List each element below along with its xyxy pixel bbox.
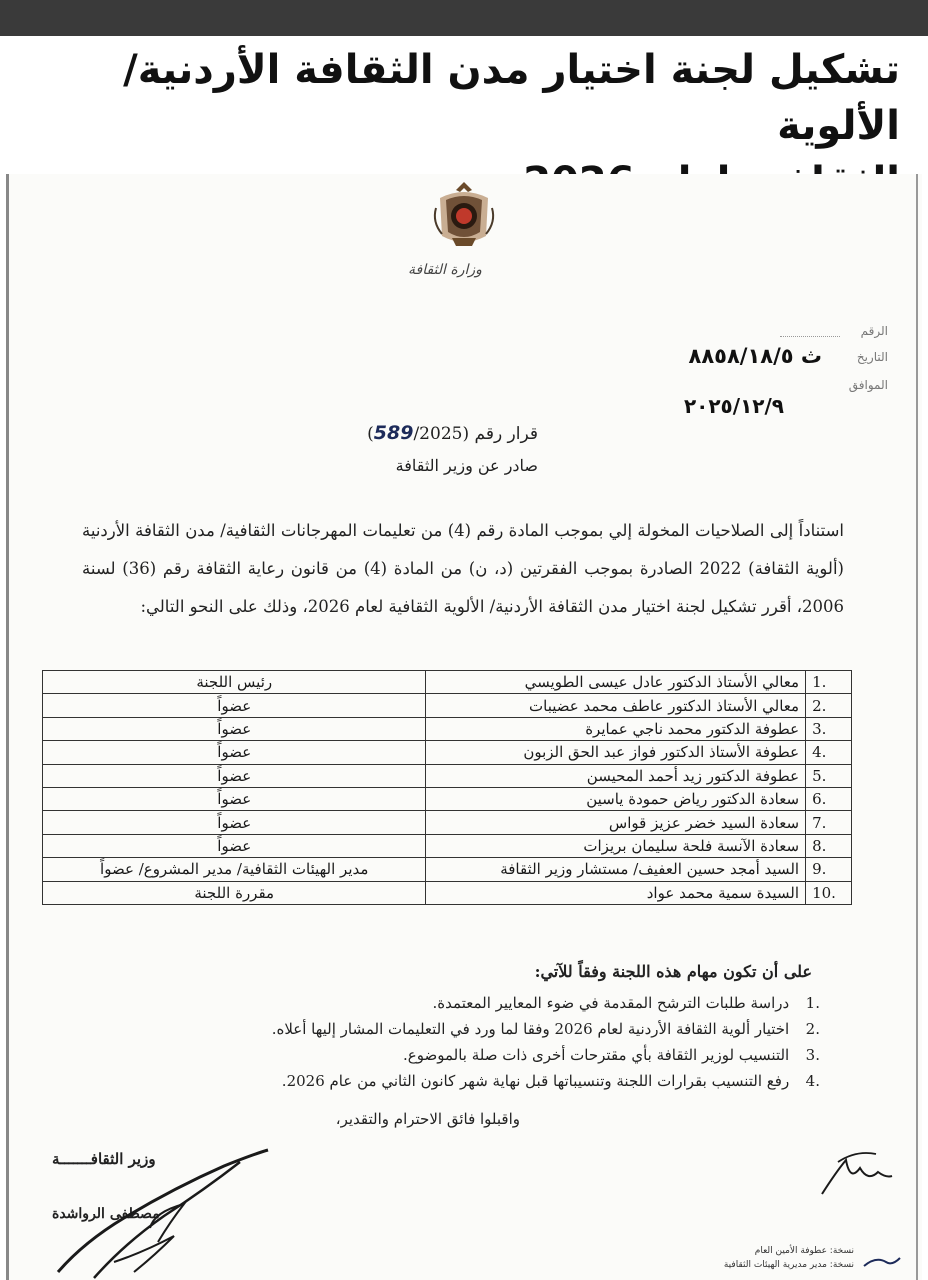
member-name: عطوفة الأستاذ الدكتور فواز عبد الحق الزبون xyxy=(426,741,806,764)
closing-line: واقبلوا فائق الاحترام والتقدير، xyxy=(335,1110,520,1128)
committee-members-table xyxy=(42,670,852,905)
member-name: معالي الأستاذ الدكتور عاطف محمد عضيبات xyxy=(426,694,806,717)
member-name: معالي الأستاذ الدكتور عادل عيسى الطويسي xyxy=(426,671,806,694)
table-row xyxy=(43,741,852,764)
minister-title: وزير الثقافـــــــة xyxy=(52,1150,156,1168)
cc-line-2: نسخة: مدير مديرية الهيئات الثقافية xyxy=(723,1260,854,1270)
task-number: .1 xyxy=(805,994,820,1012)
list-item xyxy=(100,1016,820,1042)
table-row xyxy=(43,671,852,694)
ref-label: الرقم xyxy=(860,324,888,338)
member-role: عضواً xyxy=(43,811,426,834)
minister-name: مصطفى الرواشدة xyxy=(52,1206,160,1222)
minister-signature xyxy=(54,1132,274,1280)
paper-edge-right xyxy=(916,174,918,1280)
member-role: عضواً xyxy=(43,694,426,717)
member-role: عضواً xyxy=(43,787,426,810)
member-number: .5 xyxy=(806,764,852,787)
list-item xyxy=(100,1042,820,1068)
member-name: عطوفة الدكتور زيد أحمد المحيسن xyxy=(426,764,806,787)
initials-mark xyxy=(816,1142,896,1202)
ref-value: ث ٨٨٥٨/١٨/٥ xyxy=(688,344,822,368)
member-number: .3 xyxy=(806,717,852,740)
member-role: رئيس اللجنة xyxy=(43,671,426,694)
decision-number-handwritten: 589 xyxy=(373,422,414,444)
date-value: ٢٠٢٥/١٢/٩ xyxy=(683,394,784,418)
jordan-coat-of-arms-icon xyxy=(428,178,500,250)
task-number: .4 xyxy=(805,1072,820,1090)
member-number: .7 xyxy=(806,811,852,834)
table-row xyxy=(43,787,852,810)
member-role: عضواً xyxy=(43,834,426,857)
member-role: عضواً xyxy=(43,741,426,764)
tasks-list xyxy=(100,990,820,1094)
member-name: السيدة سمية محمد عواد xyxy=(426,881,806,904)
task-number: .3 xyxy=(805,1046,820,1064)
list-item xyxy=(100,1068,820,1094)
cc-pen-mark xyxy=(862,1252,902,1272)
member-number: .4 xyxy=(806,741,852,764)
member-role: مقررة اللجنة xyxy=(43,881,426,904)
tasks-intro: على أن تكون مهام هذه اللجنة وفقاً للآتي: xyxy=(534,962,812,981)
table-row xyxy=(43,858,852,881)
member-number: .9 xyxy=(806,858,852,881)
member-role: عضواً xyxy=(43,717,426,740)
date-label: التاريخ xyxy=(856,350,888,364)
member-name: سعادة الدكتور رياض حمودة ياسين xyxy=(426,787,806,810)
decision-year: /2025 xyxy=(413,424,463,444)
member-name: عطوفة الدكتور محمد ناجي عمايرة xyxy=(426,717,806,740)
table-row xyxy=(43,717,852,740)
member-role: عضواً xyxy=(43,764,426,787)
top-status-bar xyxy=(0,0,928,36)
table-row xyxy=(43,811,852,834)
table-row xyxy=(43,881,852,904)
decision-label: قرار رقم xyxy=(474,424,538,444)
decision-number: قرار رقم (589/2025) xyxy=(367,422,538,444)
task-text: التنسيب لوزير الثقافة بأي مقترحات أخرى ذات صلة بالموضوع. xyxy=(403,1046,790,1064)
member-name: سعادة الآنسة فلحة سليمان بريزات xyxy=(426,834,806,857)
corr-label: الموافق xyxy=(848,378,888,392)
member-number: .2 xyxy=(806,694,852,717)
ministry-logo-text: وزارة الثقافة xyxy=(408,262,482,278)
member-name: السيد أمجد حسين العفيف/ مستشار وزير الثقافة xyxy=(426,858,806,881)
member-name: سعادة السيد خضر عزيز قواس xyxy=(426,811,806,834)
table-row xyxy=(43,694,852,717)
decision-body-paragraph: استناداً إلى الصلاحيات المخولة إلي بموجب المادة رقم (4) من تعليمات المهرجانات الثقافية/ مدن الثقافة الأردنية (ألوية الثقافة) 2022 الصادرة بموجب الفقرتين (د، ن) من المادة (4) من قانون رعاية الثقافة رقم (36) لسنة 2006، أقرر تشكيل لجنة اختيار مدن الثقافة الأردنية/ الألوية الثقافية لعام 2026، وذلك على النحو التالي: xyxy=(82,521,844,616)
table-row xyxy=(43,764,852,787)
member-number: .8 xyxy=(806,834,852,857)
task-text: دراسة طلبات الترشح المقدمة في ضوء المعايير المعتمدة. xyxy=(432,994,790,1012)
task-text: اختيار ألوية الثقافة الأردنية لعام 2026 وفقا لما ورد في التعليمات المشار إليها أعلاه. xyxy=(271,1020,790,1038)
list-item xyxy=(100,990,820,1016)
headline-line-1: تشكيل لجنة اختيار مدن الثقافة الأردنية/ الألوية xyxy=(123,47,900,149)
member-role: مدير الهيئات الثقافية/ مدير المشروع/ عضواً xyxy=(43,858,426,881)
member-number: .6 xyxy=(806,787,852,810)
issuer-line: صادر عن وزير الثقافة xyxy=(395,456,538,475)
cc-line-1: نسخة: عطوفة الأمين العام xyxy=(754,1246,854,1256)
task-number: .2 xyxy=(805,1020,820,1038)
paper-edge-left xyxy=(6,174,9,1280)
ref-dots xyxy=(780,336,840,337)
member-number: .1 xyxy=(806,671,852,694)
member-number: .10 xyxy=(806,881,852,904)
table-row xyxy=(43,834,852,857)
task-text: رفع التنسيب بقرارات اللجنة وتنسيباتها قبل نهاية شهر كانون الثاني من عام 2026. xyxy=(281,1072,790,1090)
